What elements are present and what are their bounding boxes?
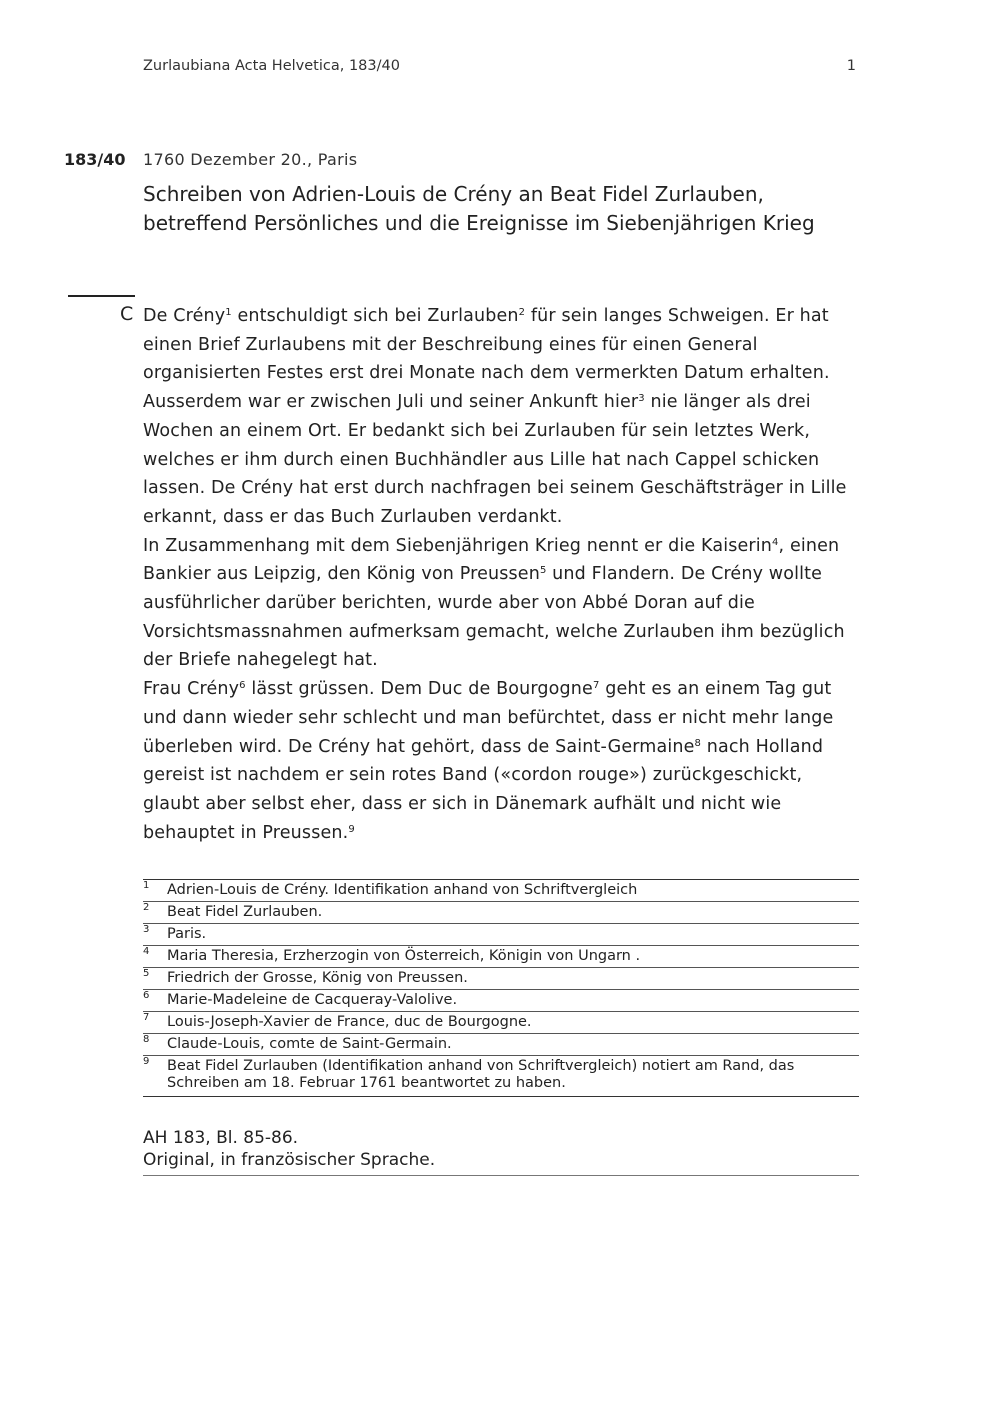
footnote <box>143 1056 859 1097</box>
margin-label: C <box>120 303 134 325</box>
footnote-ref-3[interactable]: 3 <box>638 393 645 405</box>
series-title: Zurlaubiana Acta Helvetica, 183/40 <box>143 58 400 74</box>
footnote-ref-4[interactable]: 4 <box>772 536 779 548</box>
footnote-text: Paris. <box>167 926 207 942</box>
footnote-ref-5[interactable]: 5 <box>539 565 547 577</box>
footnote-number: 4 <box>143 946 150 957</box>
footnote-text: Marie-Madeleine de Cacqueray-Valolive. <box>167 992 458 1008</box>
footnote-text: Beat Fidel Zurlauben (Identifikation anhand von Schriftvergleich) notiert am Rand, das Schreiben am 18. Februar 1761 beantwortet zu haben. <box>167 1058 795 1091</box>
footnote-ref-7[interactable]: 7 <box>592 680 600 692</box>
regest-body <box>143 302 858 847</box>
footnote <box>143 1012 859 1034</box>
footnote-text: Louis-Joseph-Xavier de France, duc de Bourgogne. <box>167 1014 532 1030</box>
footnote-text: Friedrich der Grosse, König von Preussen. <box>167 970 468 986</box>
footnote <box>143 946 859 968</box>
footnote <box>143 1034 859 1056</box>
margin-divider <box>68 295 135 297</box>
footnote-text: Claude-Louis, comte de Saint-Germain. <box>167 1036 452 1052</box>
footnote-number: 3 <box>143 924 150 935</box>
footnotes <box>143 879 859 1097</box>
footnote <box>143 968 859 990</box>
footnote-number: 2 <box>143 902 150 913</box>
footnote-ref-2[interactable]: 2 <box>518 307 526 318</box>
page-header <box>143 58 859 74</box>
footnote-number: 7 <box>143 1012 150 1023</box>
document-number: 183/40 <box>64 150 126 169</box>
footnote-ref-8[interactable]: 8 <box>694 737 702 749</box>
document-title: Schreiben von Adrien-Louis de Crény an Beat Fidel Zurlauben, betreffend Persönliches und die Ereignisse im Siebenjährigen Krieg <box>143 182 815 235</box>
footnote-number: 1 <box>143 880 150 891</box>
footnote <box>143 902 859 924</box>
language-note: Original, in französischer Sprache. <box>143 1150 436 1170</box>
footnote-ref-9[interactable]: 9 <box>348 823 355 835</box>
footnote-ref-6[interactable]: 6 <box>239 680 246 692</box>
paragraph-1: De Crény$^1$ entschuldigt sich bei Zurlauben$^2$ für sein langes Schweigen. Er hat einen Brief Zurlaubens mit der Beschreibung eines für einen General organisierten Festes erst drei Monate nach dem vermerkten Datum erhalten. Ausserdem war er zwischen Juli und seiner Ankunft hier$^3$ nie länger als drei Wochen an einem Ort. Er bedankt sich bei Zurlauben für sein letztes Werk, welches er ihm durch einen Buchhändler aus Lille hat nach Cappel schicken lassen. De Crény hat erst durch nachfragen bei seinem Geschäftsträger in Lille erkannt, dass er das Buch Zurlauben verdankt. <box>143 306 847 527</box>
footnote-text: Beat Fidel Zurlauben. <box>167 904 323 920</box>
footnote <box>143 990 859 1012</box>
paragraph-3: Frau Crény$^6$ lässt grüssen. Dem Duc de Bourgogne$^7$ geht es an einem Tag gut und dann wieder sehr schlecht und man befürchtet, dass er nicht mehr lange überleben wird. De Crény hat gehört, dass de Saint-Germaine$^8$ nach Holland gereist ist nachdem er sein rotes Band («cordon rouge») zurückgeschickt, glaubt aber selbst eher, dass er sich in Dänemark aufhält und nicht wie behauptet in Preussen.$^9$ <box>143 679 834 843</box>
date-place: 1760 Dezember 20., Paris <box>143 150 358 169</box>
page-number: 1 <box>846 58 856 74</box>
source-note <box>143 1127 859 1176</box>
footnote <box>143 880 859 902</box>
footnote-number: 5 <box>143 968 150 979</box>
footnote-text: Adrien-Louis de Crény. Identifikation anhand von Schriftvergleich <box>167 882 638 898</box>
archive-reference: AH 183, Bl. 85-86. <box>143 1128 299 1148</box>
footnote-number: 6 <box>143 990 150 1001</box>
footnote-number: 8 <box>143 1034 150 1045</box>
footnote-ref-1[interactable]: 1 <box>225 307 232 318</box>
footnote <box>143 924 859 946</box>
paragraph-2: In Zusammenhang mit dem Siebenjährigen Krieg nennt er die Kaiserin$^4$, einen Bankier aus Leipzig, den König von Preussen$^5$ und Flandern. De Crény wollte ausführlicher darüber berichten, wurde aber von Abbé Doran auf die Vorsichtsmassnahmen aufmerksam gemacht, welche Zurlauben ihm bezüglich der Briefe nahegelegt hat. <box>143 535 845 671</box>
footnote-number: 9 <box>143 1056 150 1067</box>
footnote-text: Maria Theresia, Erzherzogin von Österreich, Königin von Ungarn . <box>167 948 641 964</box>
